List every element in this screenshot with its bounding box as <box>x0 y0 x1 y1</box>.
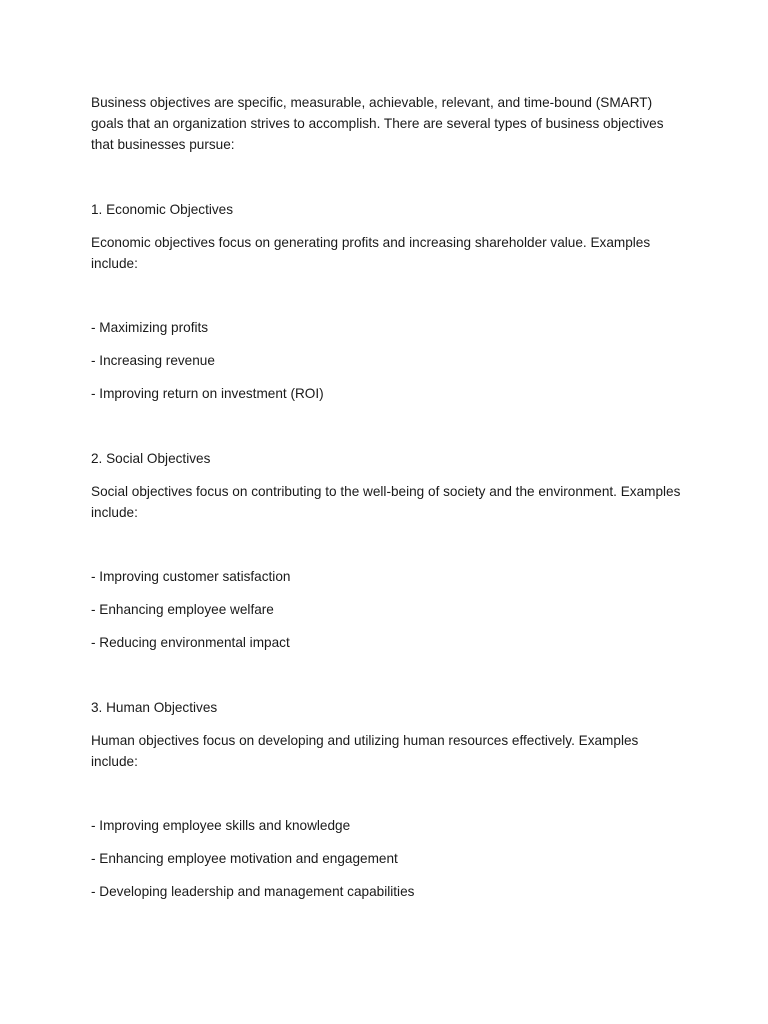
section-social <box>91 448 681 653</box>
intro-paragraph: Business objectives are specific, measurable, achievable, relevant, and time-bound (SMART) goals that an organization strives to accomplish. There are several types of business objectives that businesses pursue: <box>91 95 664 152</box>
list-item: - Improving return on investment (ROI) <box>91 386 324 401</box>
section-heading: 2. Social Objectives <box>91 451 211 466</box>
section-heading: 3. Human Objectives <box>91 700 218 715</box>
example-list <box>91 566 681 653</box>
list-item: - Maximizing profits <box>91 320 209 335</box>
list-item: - Developing leadership and management capabilities <box>91 884 415 899</box>
section-economic <box>91 199 681 404</box>
section-human <box>91 697 681 902</box>
list-item: - Improving employee skills and knowledge <box>91 818 351 833</box>
section-description: Social objectives focus on contributing to the well-being of society and the environment. Examples include: <box>91 484 681 520</box>
document-page <box>91 92 681 914</box>
list-item: - Increasing revenue <box>91 353 215 368</box>
list-item: - Enhancing employee welfare <box>91 602 274 617</box>
section-description: Economic objectives focus on generating profits and increasing shareholder value. Examples include: <box>91 235 651 271</box>
section-heading: 1. Economic Objectives <box>91 202 234 217</box>
example-list <box>91 815 681 902</box>
list-item: - Reducing environmental impact <box>91 635 290 650</box>
section-description: Human objectives focus on developing and utilizing human resources effectively. Examples include: <box>91 733 639 769</box>
list-item: - Enhancing employee motivation and engagement <box>91 851 398 866</box>
example-list <box>91 317 681 404</box>
list-item: - Improving customer satisfaction <box>91 569 291 584</box>
